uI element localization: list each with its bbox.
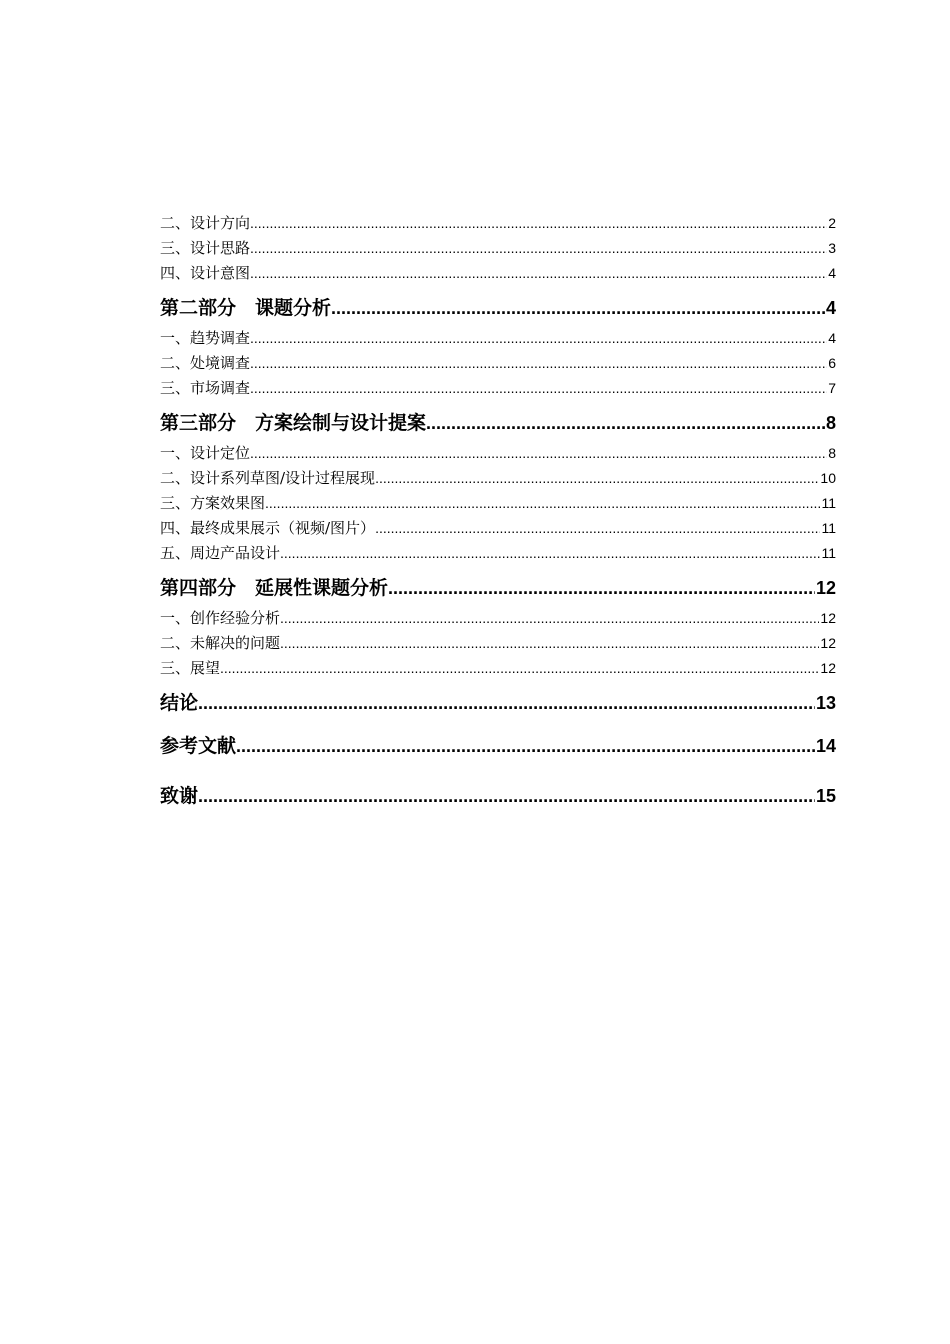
toc-page-number: 13 [815, 693, 836, 713]
toc-dot-leader [280, 606, 819, 631]
toc-entry-label: 一、创作经验分析 [160, 609, 281, 627]
toc-page-number: 12 [820, 635, 836, 651]
toc-entry-label: 一、趋势调查 [160, 329, 251, 347]
toc-entry[interactable] [160, 211, 836, 236]
toc-dot-leader [198, 681, 815, 725]
toc-page-number: 11 [821, 545, 836, 561]
toc-entry-label: 二、设计方向 [160, 214, 251, 232]
toc-entry-label: 三、设计思路 [160, 239, 251, 257]
toc-entry-label: 三、展望 [160, 659, 221, 677]
toc-dot-leader [250, 351, 827, 376]
toc-page-number: 7 [828, 380, 836, 396]
toc-page-number: 12 [820, 660, 836, 676]
toc-entry-label: 结论 [160, 692, 199, 714]
toc-entry[interactable] [160, 606, 836, 631]
toc-entry[interactable] [160, 631, 836, 656]
toc-entry-label: 第四部分 延展性课题分析 [160, 577, 389, 599]
toc-dot-leader [236, 721, 815, 771]
toc-entry[interactable] [160, 516, 836, 541]
toc-entry[interactable] [160, 466, 836, 491]
toc-page-number: 4 [825, 298, 836, 318]
toc-page-number: 2 [828, 215, 836, 231]
toc-part-heading[interactable] [160, 566, 836, 606]
toc-dot-leader [331, 286, 825, 330]
toc-entry-label: 第三部分 方案绘制与设计提案 [160, 412, 427, 434]
toc-entry-label: 二、设计系列草图/设计过程展现 [160, 469, 376, 487]
toc-dot-leader [250, 236, 827, 261]
toc-page-number: 11 [821, 495, 836, 511]
toc-entry-label: 第二部分 课题分析 [160, 297, 332, 319]
toc-page-number: 4 [828, 330, 836, 346]
toc-entry-label: 二、处境调查 [160, 354, 251, 372]
toc-entry-label: 四、设计意图 [160, 264, 251, 282]
toc-entry[interactable] [160, 261, 836, 286]
toc-dot-leader [426, 401, 825, 445]
toc-entry[interactable] [160, 236, 836, 261]
toc-entry[interactable] [160, 441, 836, 466]
table-of-contents [160, 211, 836, 821]
toc-dot-leader [198, 771, 815, 821]
toc-part-heading[interactable] [160, 771, 836, 821]
toc-page-number: 15 [815, 786, 836, 806]
toc-entry[interactable] [160, 326, 836, 351]
toc-page-number: 3 [828, 240, 836, 256]
toc-page-number: 12 [820, 610, 836, 626]
toc-entry-label: 五、周边产品设计 [160, 544, 281, 562]
toc-dot-leader [280, 541, 820, 566]
toc-entry-label: 三、市场调查 [160, 379, 251, 397]
toc-entry-label: 致谢 [160, 785, 199, 807]
toc-entry[interactable] [160, 376, 836, 401]
toc-dot-leader [220, 656, 819, 681]
toc-dot-leader [280, 631, 819, 656]
toc-page-number: 8 [825, 413, 836, 433]
toc-entry[interactable] [160, 656, 836, 681]
toc-dot-leader [375, 516, 820, 541]
toc-entry[interactable] [160, 351, 836, 376]
toc-entry-label: 四、最终成果展示（视频/图片） [160, 519, 376, 537]
toc-dot-leader [250, 376, 827, 401]
toc-dot-leader [250, 261, 827, 286]
toc-entry[interactable] [160, 541, 836, 566]
toc-part-heading[interactable] [160, 286, 836, 326]
toc-entry[interactable] [160, 491, 836, 516]
toc-page-number: 14 [815, 736, 836, 756]
toc-dot-leader [250, 211, 827, 236]
toc-dot-leader [250, 326, 827, 351]
toc-dot-leader [388, 566, 815, 610]
toc-page-number: 6 [828, 355, 836, 371]
toc-page-number: 12 [815, 578, 836, 598]
toc-page-number: 11 [821, 520, 836, 536]
toc-entry-label: 二、未解决的问题 [160, 634, 281, 652]
toc-dot-leader [250, 441, 827, 466]
toc-dot-leader [375, 466, 819, 491]
toc-page-number: 8 [828, 445, 836, 461]
toc-entry-label: 一、设计定位 [160, 444, 251, 462]
toc-page-number: 10 [820, 470, 836, 486]
toc-entry-label: 三、方案效果图 [160, 494, 266, 512]
toc-entry-label: 参考文献 [160, 735, 237, 757]
toc-part-heading[interactable] [160, 401, 836, 441]
toc-part-heading[interactable] [160, 681, 836, 721]
toc-part-heading[interactable] [160, 721, 836, 771]
toc-dot-leader [265, 491, 820, 516]
toc-page-number: 4 [828, 265, 836, 281]
